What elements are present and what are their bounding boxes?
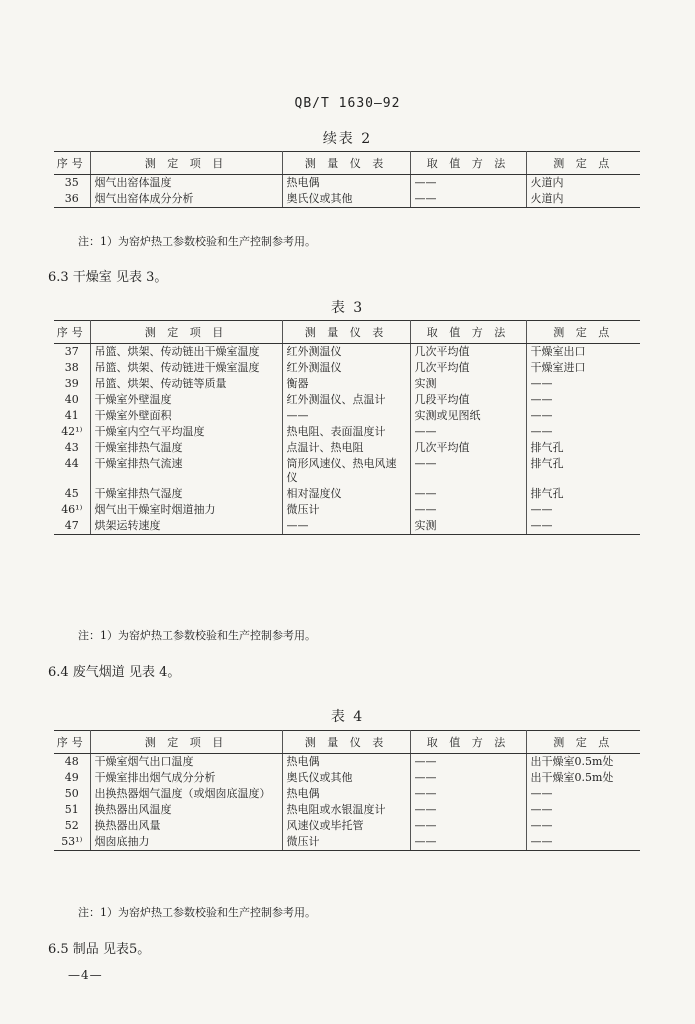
cell-point: 火道内 xyxy=(530,176,564,189)
table2-note: 注：1）为窑炉热工参数校验和生产控制参考用。 xyxy=(78,235,316,248)
table-row xyxy=(54,392,640,408)
table-row xyxy=(54,376,640,392)
table-header-row xyxy=(54,321,640,344)
table-row xyxy=(54,175,640,192)
cell-item: 出换热器烟气温度（或烟囱底温度） xyxy=(90,786,282,802)
cell-point: —— xyxy=(530,819,553,832)
cell-item: 吊篮、烘架、传动链进干燥室温度 xyxy=(90,360,282,376)
cell-instrument: 红外测温仪 xyxy=(282,344,410,361)
cell-item: 烟气出窑体温度 xyxy=(90,175,282,192)
cell-seq: 42¹⁾ xyxy=(54,424,90,440)
cell-seq: 50 xyxy=(54,786,90,802)
table4 xyxy=(54,730,640,851)
cell-item: 干燥室外壁温度 xyxy=(90,392,282,408)
cell-point: —— xyxy=(530,803,553,816)
cell-method: —— xyxy=(410,818,526,834)
cell-item: 换热器出风温度 xyxy=(90,802,282,818)
cell-seq: 52 xyxy=(54,818,90,834)
cell-seq: 36 xyxy=(54,191,90,208)
cell-seq: 53¹⁾ xyxy=(54,834,90,851)
table-row xyxy=(54,486,640,502)
cell-method: 几段平均值 xyxy=(410,392,526,408)
column-header: 取 值 方 法 xyxy=(410,321,526,344)
cell-point: —— xyxy=(530,425,553,438)
cell-method: —— xyxy=(410,754,526,771)
table2 xyxy=(54,151,640,208)
cell-instrument: 奥氏仪或其他 xyxy=(282,191,410,208)
cell-method: —— xyxy=(410,191,526,208)
table-header-row xyxy=(54,152,640,175)
column-header: 序号 xyxy=(54,731,90,754)
cell-method: —— xyxy=(410,770,526,786)
section-6-4: 6.4 废气烟道 见表 4。 xyxy=(48,665,181,680)
cell-instrument: 风速仪或毕托管 xyxy=(282,818,410,834)
cell-method: 实测 xyxy=(410,518,526,535)
cell-method: —— xyxy=(410,456,526,486)
cell-method: 实测或见图纸 xyxy=(410,408,526,424)
cell-instrument: 热电偶 xyxy=(282,754,410,771)
table-row xyxy=(54,818,640,834)
cell-instrument: 热电阻、表面温度计 xyxy=(282,424,410,440)
table4-note: 注：1）为窑炉热工参数校验和生产控制参考用。 xyxy=(78,906,316,919)
cell-instrument: 热电阻或水银温度计 xyxy=(282,802,410,818)
cell-item: 吊篮、烘架、传动链等质量 xyxy=(90,376,282,392)
cell-item: 干燥室排热气流速 xyxy=(90,456,282,486)
cell-point: 排气孔 xyxy=(530,457,564,470)
cell-method: —— xyxy=(410,424,526,440)
cell-item: 干燥室排热气温度 xyxy=(90,440,282,456)
table3-caption: 表 3 xyxy=(330,300,365,316)
cell-method: 实测 xyxy=(410,376,526,392)
column-header: 测 量 仪 表 xyxy=(282,152,410,175)
cell-seq: 39 xyxy=(54,376,90,392)
table-row xyxy=(54,344,640,361)
cell-method: —— xyxy=(410,175,526,192)
cell-seq: 40 xyxy=(54,392,90,408)
cell-item: 烟气出窑体成分分析 xyxy=(90,191,282,208)
cell-point: —— xyxy=(530,503,553,516)
cell-instrument: 微压计 xyxy=(282,834,410,851)
cell-method: —— xyxy=(410,502,526,518)
table-row xyxy=(54,770,640,786)
page-number: —4— xyxy=(68,968,103,982)
cell-instrument: —— xyxy=(282,518,410,535)
cell-method: —— xyxy=(410,486,526,502)
cell-seq: 46¹⁾ xyxy=(54,502,90,518)
cell-seq: 41 xyxy=(54,408,90,424)
cell-method: 几次平均值 xyxy=(410,360,526,376)
table-header-row xyxy=(54,731,640,754)
cell-point: 出干燥室0.5m处 xyxy=(530,755,614,768)
cell-item: 干燥室烟气出口温度 xyxy=(90,754,282,771)
column-header: 取 值 方 法 xyxy=(410,731,526,754)
cell-instrument: 点温计、热电阻 xyxy=(282,440,410,456)
cell-seq: 49 xyxy=(54,770,90,786)
cell-seq: 37 xyxy=(54,344,90,361)
table3-note: 注：1）为窑炉热工参数校验和生产控制参考用。 xyxy=(78,629,316,642)
cell-item: 烘架运转速度 xyxy=(90,518,282,535)
table-row xyxy=(54,518,640,535)
table3 xyxy=(54,320,640,535)
cell-point: —— xyxy=(530,787,553,800)
cell-method: 几次平均值 xyxy=(410,440,526,456)
standard-code-header: QB/T 1630—92 xyxy=(294,96,401,111)
cell-seq: 45 xyxy=(54,486,90,502)
column-header: 取 值 方 法 xyxy=(410,152,526,175)
cell-instrument: 相对湿度仪 xyxy=(282,486,410,502)
table2-caption: 续表 2 xyxy=(322,131,373,147)
cell-instrument: 红外测温仪 xyxy=(282,360,410,376)
cell-method: —— xyxy=(410,802,526,818)
cell-point: 排气孔 xyxy=(530,441,564,454)
cell-item: 干燥室外壁面积 xyxy=(90,408,282,424)
cell-item: 干燥室排热气湿度 xyxy=(90,486,282,502)
cell-seq: 48 xyxy=(54,754,90,771)
column-header: 测 量 仪 表 xyxy=(282,731,410,754)
cell-seq: 43 xyxy=(54,440,90,456)
cell-point: 火道内 xyxy=(526,191,640,208)
cell-item: 烟气出干燥室时烟道抽力 xyxy=(90,502,282,518)
table-row xyxy=(54,424,640,440)
table-row xyxy=(54,191,640,208)
section-6-3: 6.3 干燥室 见表 3。 xyxy=(48,270,168,285)
cell-point: —— xyxy=(526,518,640,535)
table-row xyxy=(54,786,640,802)
section-6-5: 6.5 制品 见表5。 xyxy=(48,942,151,957)
cell-instrument: 红外测温仪、点温计 xyxy=(282,392,410,408)
cell-point: 排气孔 xyxy=(530,487,564,500)
cell-method: —— xyxy=(410,834,526,851)
table-row xyxy=(54,408,640,424)
table-row xyxy=(54,456,640,486)
cell-method: —— xyxy=(410,786,526,802)
column-header: 测 定 点 xyxy=(526,152,640,175)
cell-instrument: 微压计 xyxy=(282,502,410,518)
cell-item: 吊篮、烘架、传动链出干燥室温度 xyxy=(90,344,282,361)
cell-instrument: 热电偶 xyxy=(282,786,410,802)
cell-instrument: 衡器 xyxy=(282,376,410,392)
cell-point: —— xyxy=(530,409,553,422)
table-row xyxy=(54,834,640,851)
table-row xyxy=(54,360,640,376)
column-header: 序号 xyxy=(54,321,90,344)
cell-seq: 47 xyxy=(54,518,90,535)
cell-method: 几次平均值 xyxy=(410,344,526,361)
column-header: 测 定 点 xyxy=(526,321,640,344)
table-row xyxy=(54,754,640,771)
cell-seq: 44 xyxy=(54,456,90,486)
cell-instrument: 筒形风速仪、热电风速仪 xyxy=(282,456,410,486)
cell-point: —— xyxy=(530,393,553,406)
column-header: 测 定 项 目 xyxy=(90,731,282,754)
cell-item: 干燥室排出烟气成分分析 xyxy=(90,770,282,786)
cell-point: —— xyxy=(530,377,553,390)
cell-instrument: —— xyxy=(282,408,410,424)
cell-instrument: 热电偶 xyxy=(282,175,410,192)
column-header: 序号 xyxy=(54,152,90,175)
cell-point: 干燥室进口 xyxy=(530,361,586,374)
cell-seq: 51 xyxy=(54,802,90,818)
cell-item: 烟囱底抽力 xyxy=(90,834,282,851)
cell-point: —— xyxy=(526,834,640,851)
cell-seq: 38 xyxy=(54,360,90,376)
cell-item: 换热器出风量 xyxy=(90,818,282,834)
cell-point: 干燥室出口 xyxy=(530,345,586,358)
table-row xyxy=(54,802,640,818)
column-header: 测 定 项 目 xyxy=(90,321,282,344)
column-header: 测 定 项 目 xyxy=(90,152,282,175)
table-row xyxy=(54,440,640,456)
table4-caption: 表 4 xyxy=(330,709,365,725)
cell-point: 出干燥室0.5m处 xyxy=(530,771,614,784)
cell-item: 干燥室内空气平均温度 xyxy=(90,424,282,440)
column-header: 测 量 仪 表 xyxy=(282,321,410,344)
cell-instrument: 奥氏仪或其他 xyxy=(282,770,410,786)
cell-seq: 35 xyxy=(54,175,90,192)
table-row xyxy=(54,502,640,518)
column-header: 测 定 点 xyxy=(526,731,640,754)
